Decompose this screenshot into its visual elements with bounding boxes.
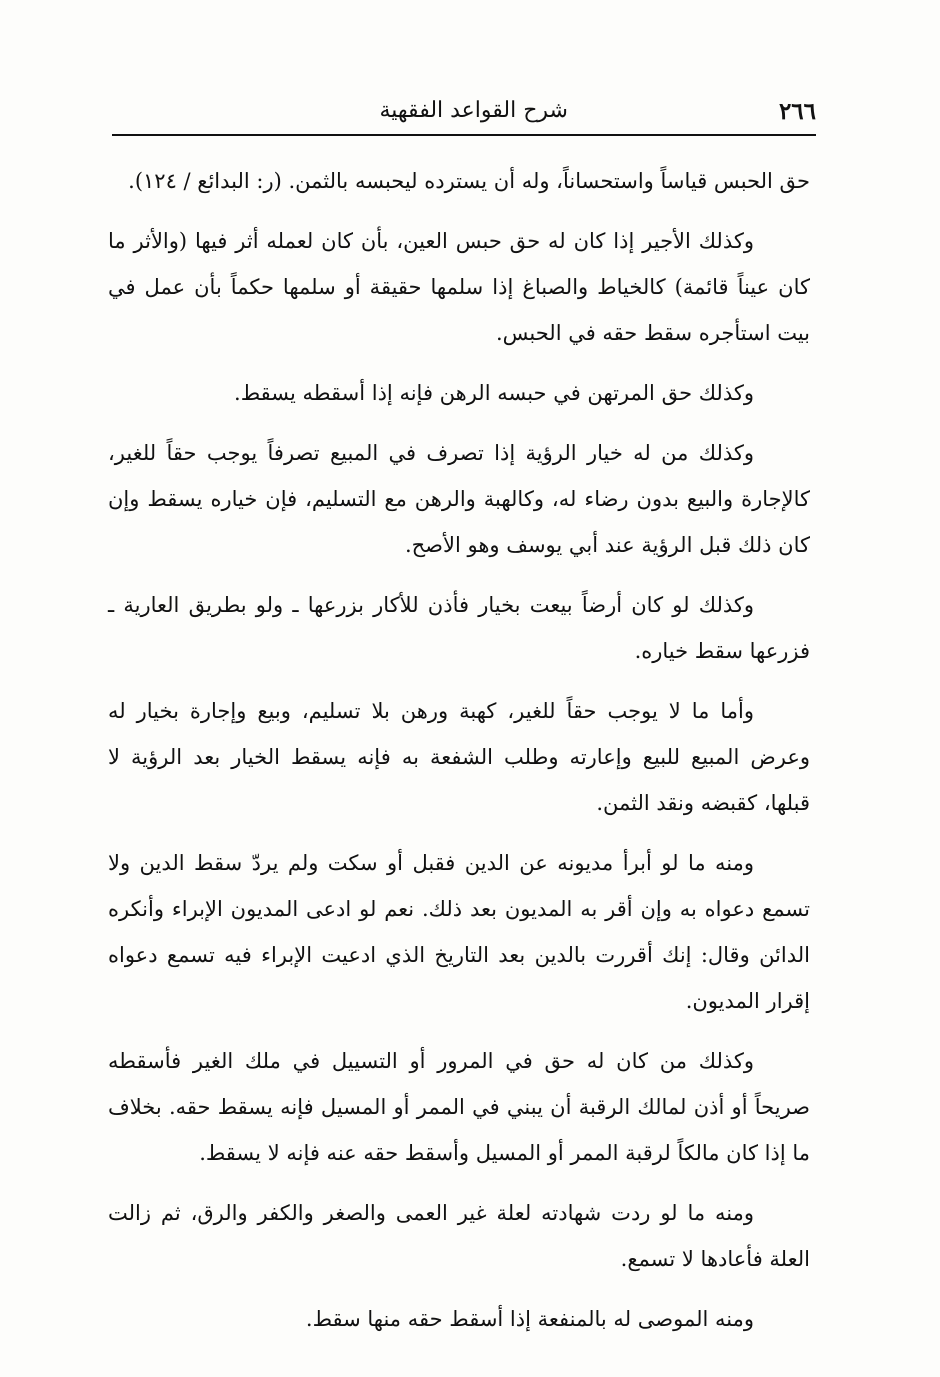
paragraph-4: وكذلك من له خيار الرؤية إذا تصرف في المبيع تصرفاً يوجب حقاً للغير، كالإجارة والبيع بدون رضاء له، وكالهبة والرهن مع التسليم، فإن خياره يسقط وإن كان ذلك قبل الرؤية عند أبي يوسف وهو الأصح. <box>108 441 810 557</box>
paragraph-3: وكذلك حق المرتهن في حبسه الرهن فإنه إذا أسقطه يسقط. <box>234 381 754 405</box>
page-header <box>112 92 816 132</box>
page-body <box>108 158 810 1356</box>
paragraph-9: ومنه ما لو ردت شهادته لعلة غير العمى والصغر والكفر والرق، ثم زالت العلة فأعادها لا تسمع. <box>108 1201 810 1271</box>
paragraph-8: وكذلك من كان له حق في المرور أو التسييل في ملك الغير فأسقطه صريحاً أو أذن لمالك الرقبة أن يبني في الممر أو المسيل فإنه يسقط حقه. بخلاف ما إذا كان مالكاً لرقبة الممر أو المسيل وأسقط حقه عنه فإنه لا يسقط. <box>108 1049 810 1165</box>
paragraph-2: وكذلك الأجير إذا كان له حق حبس العين، بأن كان لعمله أثر فيها (والأثر ما كان عيناً قائمة) كالخياط والصباغ إذا سلمها حقيقة أو سلمها حكماً بأن عمل في بيت استأجره سقط حقه في الحبس. <box>108 229 810 345</box>
page-number: ٢٦٦ <box>778 98 816 125</box>
running-title: شرح القواعد الفقهية <box>379 98 568 123</box>
header-divider <box>112 134 816 136</box>
paragraph-1: حق الحبس قياساً واستحساناً، وله أن يسترده ليحبسه بالثمن. (ر: البدائع / ١٢٤). <box>128 169 810 193</box>
paragraph-10: ومنه الموصى له بالمنفعة إذا أسقط حقه منها سقط. <box>305 1307 754 1331</box>
paragraph-7: ومنه ما لو أبرأ مديونه عن الدين فقبل أو سكت ولم يردّ سقط الدين ولا تسمع دعواه به وإن أقر به المديون بعد ذلك. نعم لو ادعى المديون الإبراء وأنكره الدائن وقال: إنك أقررت بالدين بعد التاريخ الذي ادعيت الإبراء فيه تسمع دعواه إقرار المديون. <box>108 851 810 1013</box>
paragraph-6: وأما ما لا يوجب حقاً للغير، كهبة ورهن بلا تسليم، وبيع وإجارة بخيار له وعرض المبيع للبيع وإعارته وطلب الشفعة به فإنه يسقط الخيار بعد الرؤية لا قبلها، كقبضه ونقد الثمن. <box>108 699 810 815</box>
paragraph-5: وكذلك لو كان أرضاً بيعت بخيار فأذن للأكار بزرعها ـ ولو بطريق العارية ـ فزرعها سقط خياره. <box>108 593 810 663</box>
